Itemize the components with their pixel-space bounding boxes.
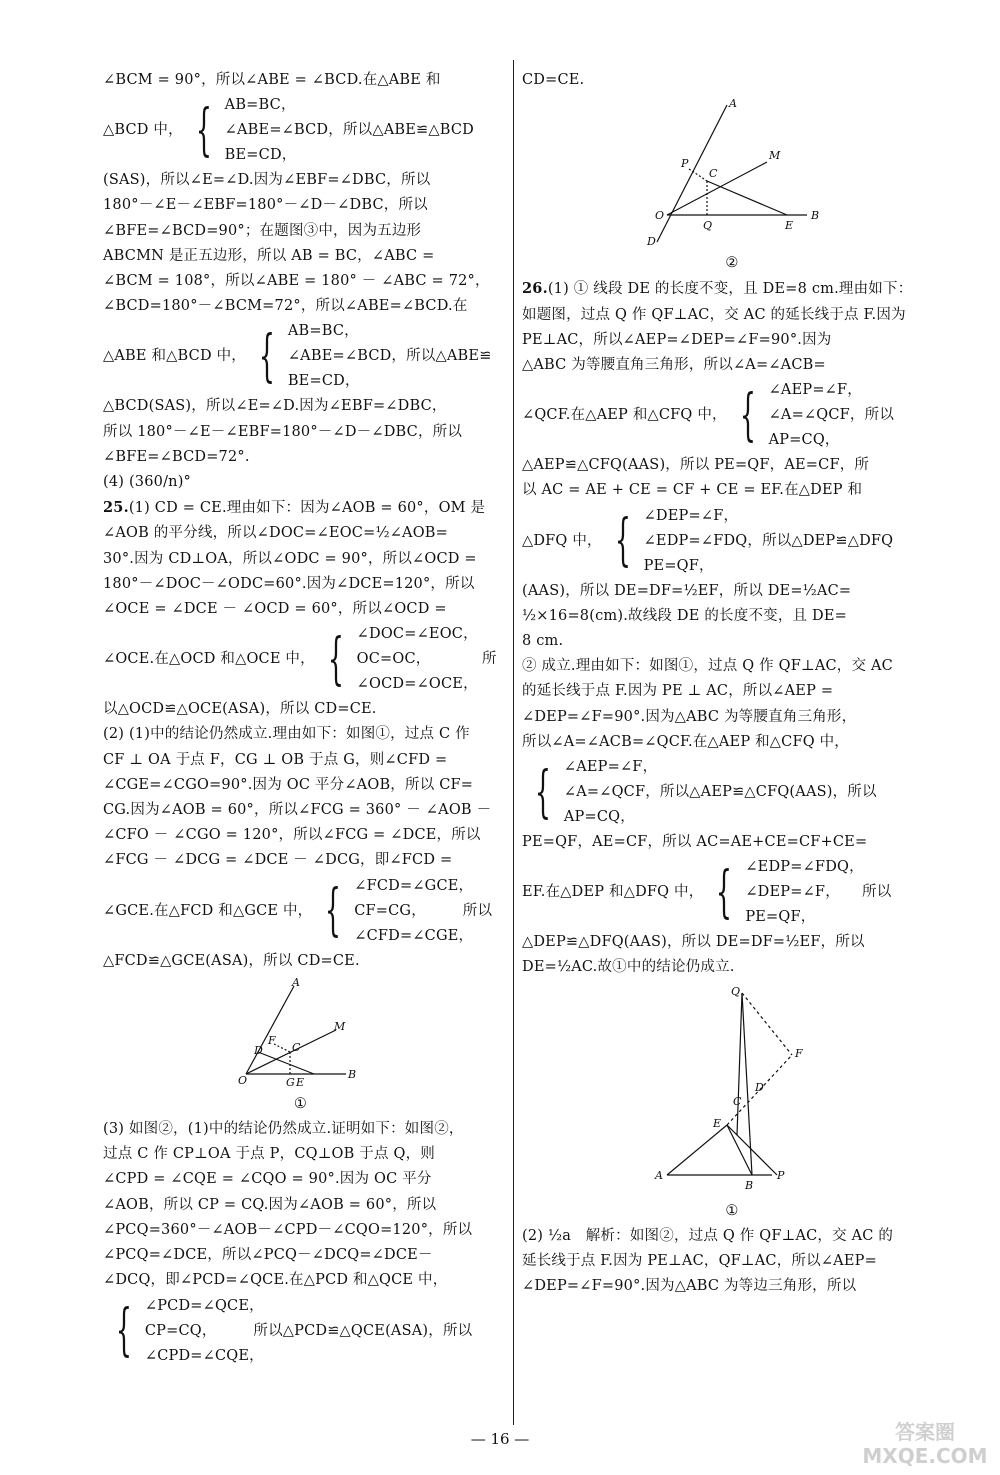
text-line: △FCD≌△GCE(ASA)，所以 CD=CE. <box>103 952 360 969</box>
text-line: ∠DEP=∠F=90°.因为△ABC 为等腰直角三角形， <box>522 708 857 725</box>
text-line: 30°.因为 CD⊥OA，所以∠ODC = 90°，所以∠OCD = <box>103 550 477 567</box>
brace: { <box>195 97 212 163</box>
label-o: O <box>237 1073 247 1087</box>
text-line: CD=CE. <box>522 72 585 88</box>
label-b: B <box>745 1178 754 1192</box>
brace: { <box>327 626 344 692</box>
page-number: — 16 — <box>470 1430 530 1448</box>
label-a: A <box>729 97 738 111</box>
text-line: ∠CPD = ∠CQE = ∠CQO = 90°.因为 OC 平分 <box>103 1171 432 1188</box>
question-26: 26.(1) ① 线段 DE 的长度不变，且 DE=8 cm.理由如下： <box>522 280 913 298</box>
text-line: 延长线于点 F.因为 PE⊥AC，QF⊥AC，所以∠AEP= <box>522 1253 877 1270</box>
text-line: ∠PCQ=∠DCE，所以∠PCQ－∠DCQ=∠DCE－ <box>103 1247 433 1264</box>
label-e: E <box>295 1075 304 1088</box>
label-a: A <box>291 977 300 989</box>
label-q: Q <box>731 984 741 998</box>
label-f: F <box>795 1046 803 1060</box>
label-p: P <box>777 1168 785 1182</box>
label-e: E <box>785 219 794 233</box>
label-d: D <box>647 235 657 248</box>
geometry-figure-3 <box>647 985 817 1195</box>
text-line: △BCD(SAS)，所以∠E=∠D.因为∠EBF=∠DBC， <box>103 398 447 415</box>
text-line: 8 cm. <box>522 633 564 650</box>
text-line: (3) 如图②，(1)中的结论仍然成立.证明如下：如图②， <box>103 1121 464 1138</box>
label-c: C <box>291 1040 301 1054</box>
label-d: D <box>755 1080 765 1094</box>
label-p: P <box>681 157 689 171</box>
text-line: ∠BFE=∠BCD=90°；在题图③中，因为五边形 <box>103 222 422 239</box>
text-line: (2) ½a 解析：如图②，过点 Q 作 QF⊥AC，交 AC 的 <box>522 1227 894 1244</box>
text-line: (SAS)，所以∠E=∠D.因为∠EBF=∠DBC，所以 <box>103 172 431 189</box>
text-line: PE=QF，AE=CF，所以 AC=AE+CE=CF+CE= <box>522 834 868 851</box>
figure-caption: ① <box>725 1202 739 1219</box>
equation-system: △ABE 和△BCD 中， { AB=BC， ∠ABE=∠BCD，所以△ABE≌ BE=CD， <box>103 323 492 390</box>
text-line: ∠AOB，所以 CP = CQ.因为∠AOB = 60°，所以 <box>103 1196 437 1213</box>
equation-system: ∠QCF.在△AEP 和△CFQ 中， { ∠AEP=∠F， ∠A=∠QCF，所以 AP=CQ， <box>522 382 895 449</box>
brace: { <box>739 382 756 448</box>
text-line: △ABC 为等腰直角三角形，所以∠A=∠ACB= <box>522 357 826 374</box>
text-line: ∠BCM = 90°，所以∠ABE = ∠BCD.在△ABE 和 <box>103 72 441 88</box>
text-line: DE=½AC.故①中的结论仍成立. <box>522 959 735 976</box>
text-line: CG.因为∠AOB = 60°，所以∠FCG = 360° － ∠AOB － <box>103 802 492 819</box>
brace: { <box>115 1298 132 1363</box>
text-line: 所以∠A=∠ACB=∠QCF.在△AEP 和△CFQ 中， <box>522 733 850 750</box>
text-line: 180°－∠DOC－∠ODC=60°.因为∠DCE=120°，所以 <box>103 575 475 592</box>
text-line: ∠AOB 的平分线，所以∠DOC=∠EOC=½∠AOB= <box>103 525 449 542</box>
label-q: Q <box>703 219 713 233</box>
text-line: 如题图，过点 Q 作 QF⊥AC，交 AC 的延长线于点 F.因为 <box>522 306 906 323</box>
text-line: ∠BFE=∠BCD=72°. <box>103 448 250 465</box>
brace: { <box>614 508 631 574</box>
text-line: ∠FCG － ∠DCG = ∠DCE － ∠DCG，即∠FCD = <box>103 852 453 869</box>
text-line: CF ⊥ OA 于点 F，CG ⊥ OB 于点 G，则∠CFD = <box>103 751 448 768</box>
watermark-logo: 答案圈 MXQE.COM <box>862 1420 988 1468</box>
equation-system: ∠OCE.在△OCD 和△OCE 中， { ∠DOC=∠EOC， OC=OC， 所 ∠OCD=∠OCE， <box>103 626 497 693</box>
label-m: M <box>769 149 781 163</box>
text-line: 以△OCD≌△OCE(ASA)，所以 CD=CE. <box>103 701 377 718</box>
label-c: C <box>709 167 718 181</box>
label-e: E <box>713 1116 722 1130</box>
brace: { <box>534 759 551 825</box>
label-f: F <box>267 1033 276 1047</box>
equation-system: { ∠PCD=∠QCE， CP=CQ， 所以△PCD≌△QCE(ASA)，所以 ∠CPD=∠CQE， <box>115 1297 473 1364</box>
left-column <box>103 68 498 1369</box>
geometry-figure-2 <box>637 97 827 247</box>
brace: { <box>716 859 733 925</box>
label-c: C <box>733 1094 742 1108</box>
text-line: 过点 C 作 CP⊥OA 于点 P，CQ⊥OB 于点 Q，则 <box>103 1146 436 1163</box>
text-line: ½×16=8(cm).故线段 DE 的长度不变，且 DE= <box>522 607 848 624</box>
label-a: A <box>655 1168 664 1182</box>
figure-caption: ① <box>293 1095 308 1112</box>
label-m: M <box>333 1019 345 1033</box>
equation-system: ∠GCE.在△FCD 和△GCE 中， { ∠FCD=∠GCE， CF=CG， 所以 ∠CFD=∠CGE， <box>103 877 493 944</box>
text-line: 所以 180°－∠E－∠EBF=180°－∠D－∠DBC，所以 <box>103 423 463 440</box>
question-25: 25.(1) CD = CE.理由如下：因为∠AOB = 60°，OM 是 <box>103 499 486 517</box>
text-line: ∠CFO － ∠CGO = 120°，所以∠FCG = ∠DCE，所以 <box>103 827 481 844</box>
text-line: ② 成立.理由如下：如图①，过点 Q 作 QF⊥AC，交 AC <box>522 658 893 675</box>
text-line: △AEP≌△CFQ(AAS)，所以 PE=QF，AE=CF，所 <box>522 457 870 474</box>
text-line: ∠BCD=180°－∠BCM=72°，所以∠ABE=∠BCD.在 <box>103 298 468 315</box>
text-line: ABCMN 是正五边形，所以 AB = BC，∠ABC = <box>103 247 435 264</box>
brace: { <box>325 878 342 944</box>
right-column <box>522 68 942 1299</box>
brace: { <box>258 323 275 389</box>
text-line: ∠OCE = ∠DCE － ∠OCD = 60°，所以∠OCD = <box>103 601 447 618</box>
equation-system: △DFQ 中， { ∠DEP=∠F， ∠EDP=∠FDQ，所以△DEP≌△DFQ PE=QF， <box>522 507 894 574</box>
label-b: B <box>347 1067 356 1081</box>
text-line: △DEP≌△DFQ(AAS)，所以 DE=DF=½EF，所以 <box>522 934 865 951</box>
text-line: (AAS)，所以 DE=DF=½EF，所以 DE=½AC= <box>522 582 852 599</box>
text-line: ∠PCQ=360°－∠AOB－∠CPD－∠CQO=120°，所以 <box>103 1221 473 1238</box>
column-divider <box>513 60 514 1425</box>
label-d: D <box>253 1043 263 1057</box>
equation-system: { ∠AEP=∠F， ∠A=∠QCF，所以△AEP≌△CFQ(AAS)，所以 AP=CQ， <box>534 759 877 826</box>
text-line: (4) (360/n)° <box>103 474 192 491</box>
geometry-figure-1 <box>236 978 366 1088</box>
text-line: ∠CGE=∠CGO=90°.因为 OC 平分∠AOB，所以 CF= <box>103 776 474 793</box>
text-line: 180°－∠E－∠EBF=180°－∠D－∠DBC，所以 <box>103 197 428 214</box>
label-g: G <box>285 1075 295 1088</box>
text-line: ∠DCQ，即∠PCD=∠QCE.在△PCD 和△QCE 中， <box>103 1272 448 1289</box>
text-line: 的延长线于点 F.因为 PE ⊥ AC，所以∠AEP = <box>522 683 834 700</box>
text-line: (2) (1)中的结论仍然成立.理由如下：如图①，过点 C 作 <box>103 726 470 743</box>
text-line: 以 AC = AE + CE = CF + CE = EF.在△DEP 和 <box>522 482 863 499</box>
text-line: ∠BCM = 108°，所以∠ABE = 180° － ∠ABC = 72°， <box>103 273 490 290</box>
label-b: B <box>811 209 820 223</box>
equation-system: △BCD 中， { AB=BC， ∠ABE=∠BCD，所以△ABE≌△BCD BE=CD， <box>103 97 474 164</box>
label-o: O <box>655 209 665 223</box>
text-line: PE⊥AC，所以∠AEP=∠DEP=∠F=90°.因为 <box>522 331 832 348</box>
equation-system: EF.在△DEP 和△DFQ 中， { ∠EDP=∠FDQ， ∠DEP=∠F， 所以 PE=QF， <box>522 859 892 926</box>
figure-caption: ② <box>725 255 739 272</box>
text-line: ∠DEP=∠F=90°.因为△ABC 为等边三角形，所以 <box>522 1278 857 1295</box>
